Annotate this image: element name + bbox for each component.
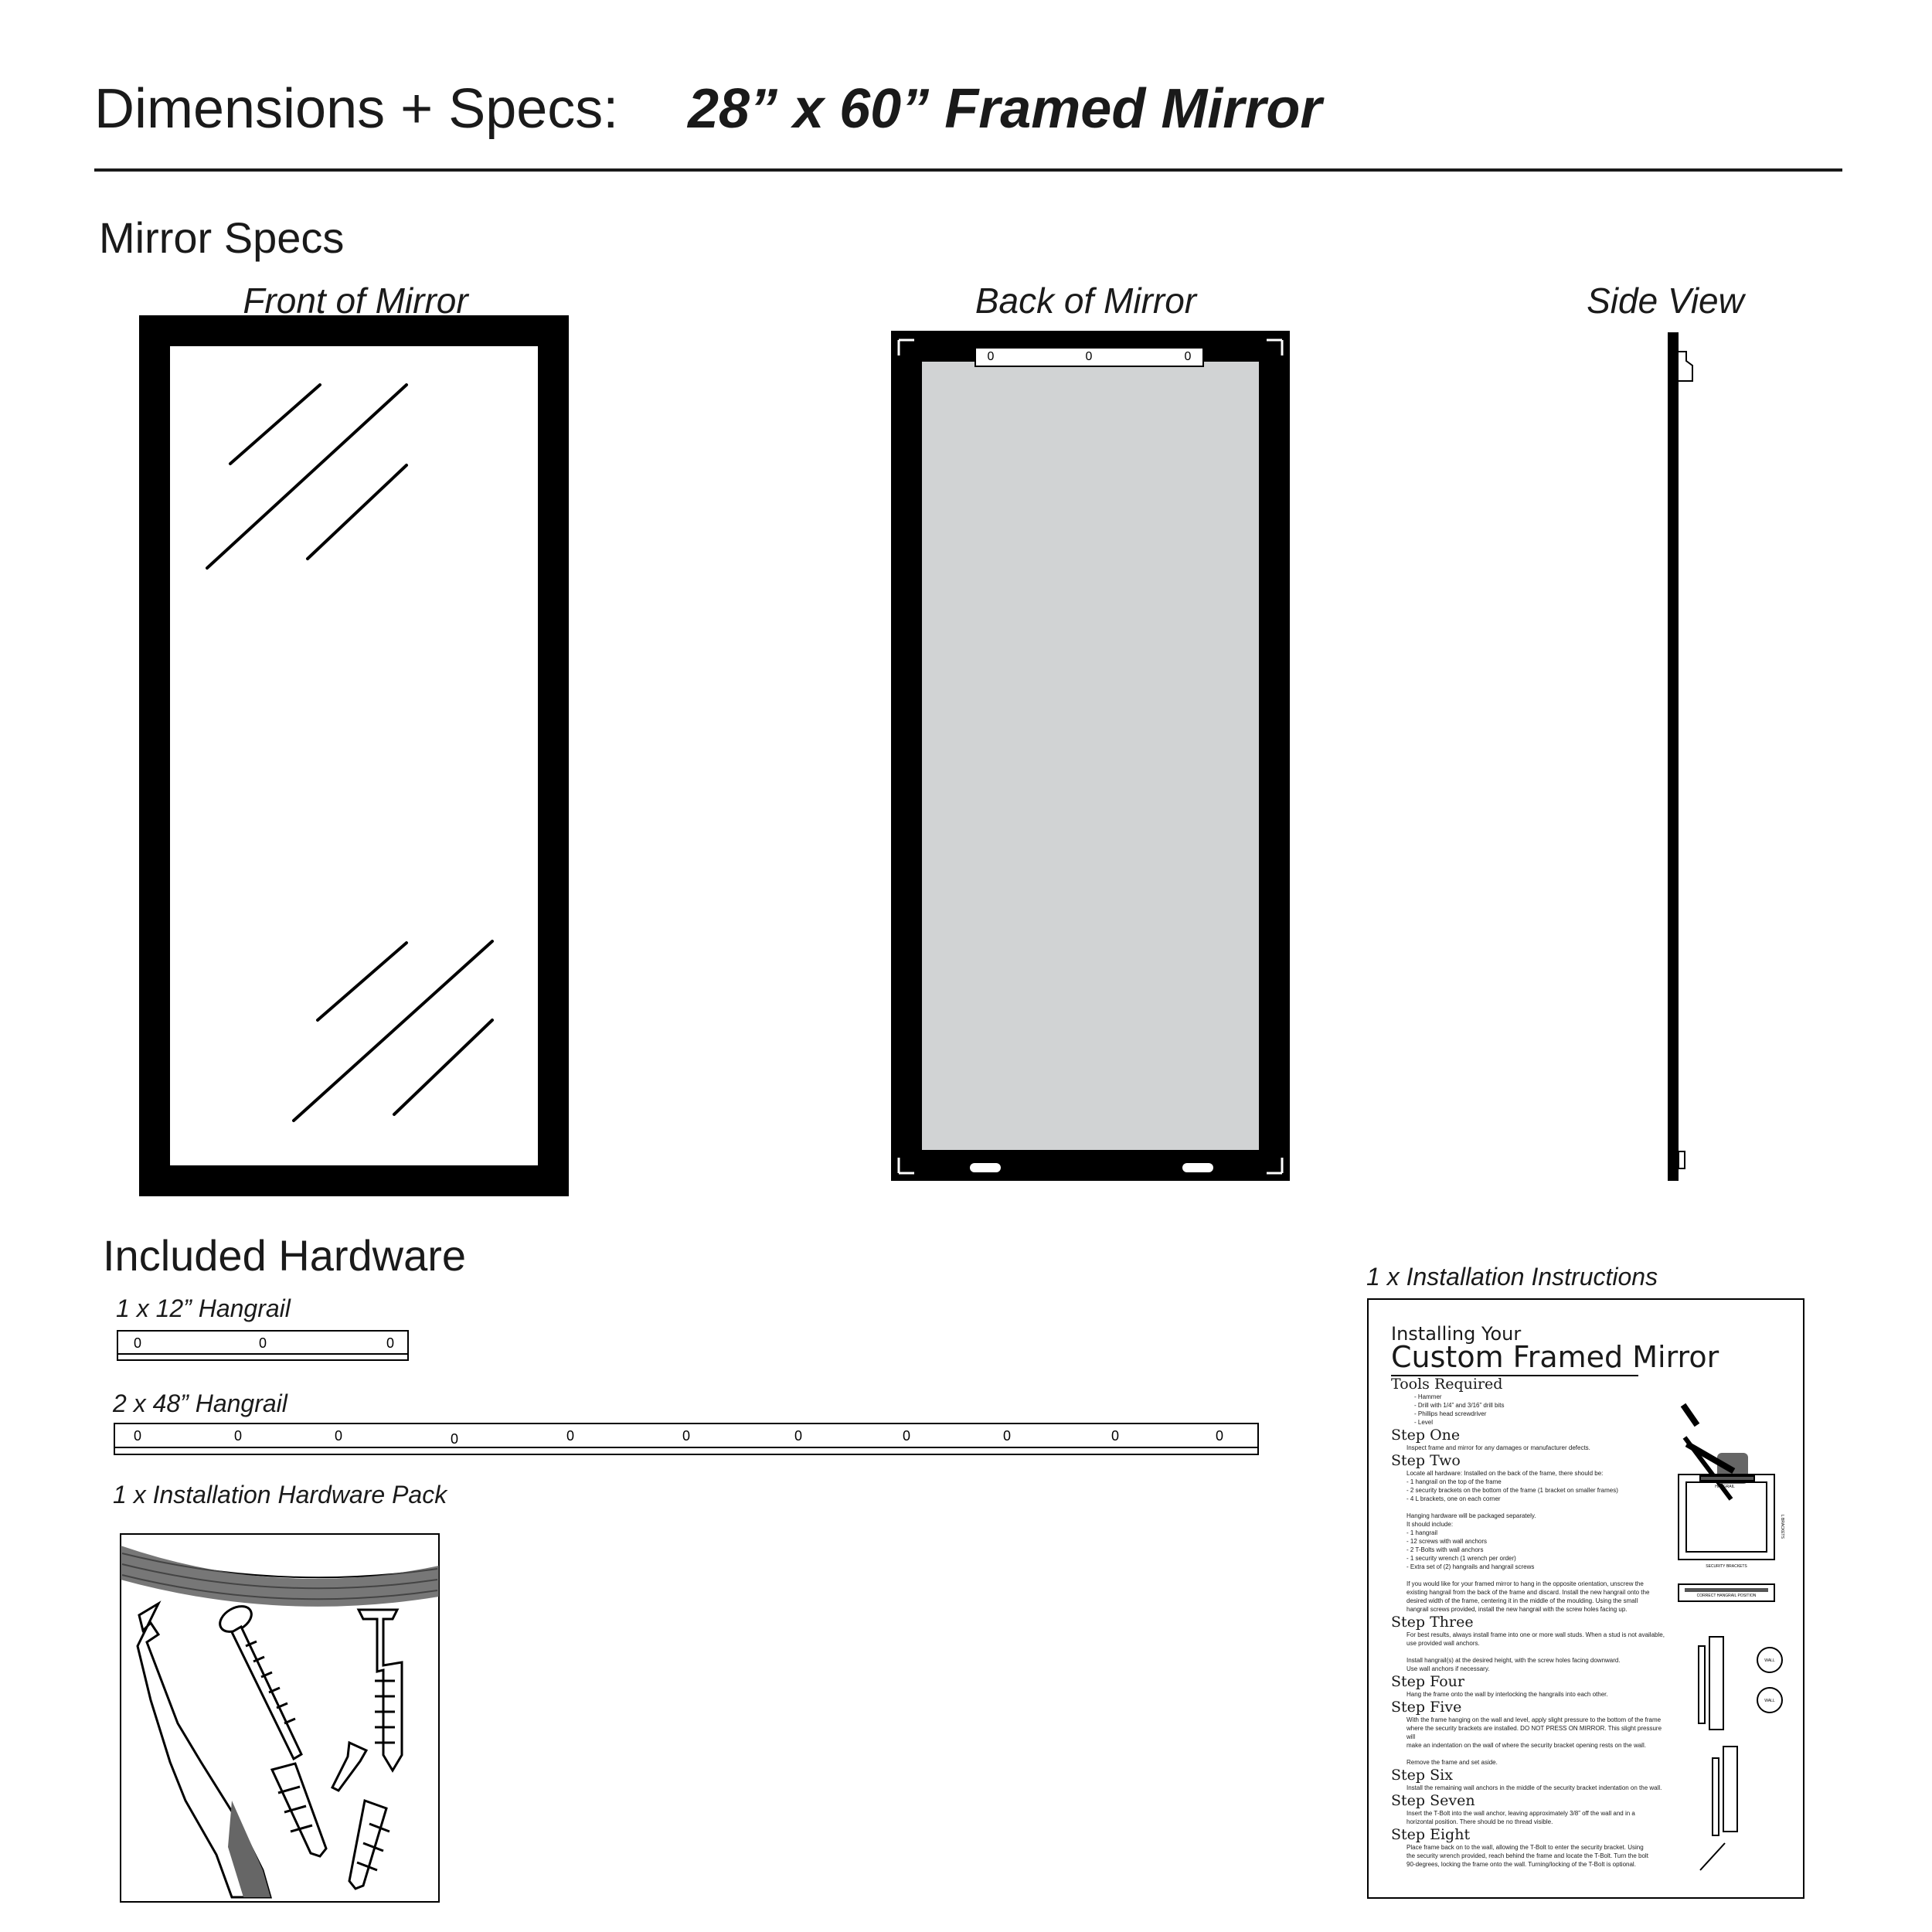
instruction-line [1406, 1503, 1669, 1512]
instruction-line: Hang the frame onto the wall by interlocking the hangrails into each other. [1406, 1691, 1608, 1698]
step4-heading: Step Four [1391, 1673, 1464, 1690]
instruction-line: where the security brackets are installed. DO NOT PRESS ON MIRROR. This slight pressure will [1406, 1725, 1662, 1740]
instruction-line: Remove the frame and set aside. [1406, 1759, 1498, 1766]
instruction-line: With the frame hanging on the wall and level, apply slight pressure to the bottom of the frame [1406, 1716, 1662, 1723]
back-of-mirror-label: Back of Mirror [975, 281, 1197, 321]
step7-text [1391, 1809, 1669, 1826]
instruction-line: Install hangrail(s) at the desired height, with the screw holes facing downward. [1406, 1657, 1621, 1664]
diagram-brackets-label: L BRACKETS [1780, 1515, 1784, 1539]
instruction-line: make an indentation on the wall of where the security bracket opening rests on the wall. [1406, 1742, 1646, 1749]
included-hardware-heading: Included Hardware [103, 1231, 467, 1280]
hangrail-12-label: 1 x 12” Hangrail [116, 1294, 291, 1322]
tools-list [1391, 1393, 1669, 1427]
instruction-line: hangrail screws provided, install the new hangrail with the screw holes facing up. [1406, 1606, 1628, 1613]
instruction-line: horizontal position. There should be no thread visible. [1406, 1818, 1553, 1825]
mirror-specs-heading: Mirror Specs [99, 213, 345, 262]
instructions-title-line1: Installing Your [1391, 1323, 1522, 1345]
instruction-line: Inspect frame and mirror for any damages or manufacturer defects. [1406, 1444, 1590, 1451]
instruction-line: - 1 hangrail on the top of the frame [1406, 1478, 1502, 1485]
svg-text:0: 0 [1184, 350, 1192, 363]
svg-text:0: 0 [334, 1428, 343, 1444]
step5-heading: Step Five [1391, 1699, 1462, 1716]
step3-text [1391, 1631, 1669, 1673]
instruction-line: existing hangrail from the back of the frame and discard. Install the new hangrail onto the [1406, 1589, 1650, 1596]
instruction-line: - Hammer [1414, 1393, 1442, 1400]
instructions-body [1391, 1376, 1669, 1869]
instruction-line: Place frame back on to the wall, allowing the T-Bolt to enter the security bracket. Using [1406, 1844, 1644, 1851]
instruction-line: - Phillips head screwdriver [1414, 1410, 1487, 1417]
instruction-line: use provided wall anchors. [1406, 1640, 1480, 1647]
instruction-line: Use wall anchors if necessary. [1406, 1665, 1490, 1672]
instruction-line [1406, 1750, 1669, 1758]
instruction-line: Insert the T-Bolt into the wall anchor, leaving approximately 3/8” off the wall and in a [1406, 1810, 1635, 1817]
svg-text:0: 0 [902, 1428, 911, 1444]
instruction-line [1406, 1571, 1669, 1580]
front-of-mirror-label: Front of Mirror [243, 281, 468, 321]
svg-text:0: 0 [133, 1335, 142, 1351]
step1-heading: Step One [1391, 1427, 1461, 1444]
instruction-line: desired width of the frame, centering it in the middle of the moulding. Using the small [1406, 1597, 1638, 1604]
instruction-line: 90-degrees, locking the frame onto the wall. Turning/locking of the T-Bolt is optional. [1406, 1861, 1636, 1868]
tools-heading: Tools Required [1391, 1376, 1503, 1393]
svg-text:0: 0 [133, 1428, 142, 1444]
svg-text:0: 0 [794, 1428, 803, 1444]
svg-text:0: 0 [1085, 350, 1093, 363]
svg-text:0: 0 [1111, 1428, 1120, 1444]
instruction-line: For best results, always install frame into one or more wall studs. When a stud is not available, [1406, 1631, 1665, 1638]
step4-text [1391, 1690, 1669, 1699]
instruction-line: - 12 screws with wall anchors [1406, 1538, 1488, 1545]
instruction-line [1406, 1648, 1669, 1656]
step6-heading: Step Six [1391, 1767, 1453, 1784]
instruction-line: - 2 T-Bolts with wall anchors [1406, 1546, 1484, 1553]
diagram-wall-label-a: WALL [1764, 1658, 1775, 1663]
step5-text [1391, 1716, 1669, 1767]
instruction-line: - Level [1414, 1419, 1434, 1426]
diagram-security-brackets-label: SECURITY BRACKETS [1706, 1564, 1747, 1569]
svg-text:0: 0 [233, 1428, 243, 1444]
instructions-title-line2: Custom Framed Mirror [1391, 1340, 1719, 1374]
instruction-line: Install the remaining wall anchors in the middle of the security bracket indentation on the wall. [1406, 1784, 1662, 1791]
instruction-line: - 4 L brackets, one on each corner [1406, 1495, 1501, 1502]
instruction-line: If you would like for your framed mirror to hang in the opposite orientation, unscrew the [1406, 1580, 1644, 1587]
page-title: Dimensions + Specs: [94, 78, 619, 140]
step8-heading: Step Eight [1391, 1826, 1471, 1843]
svg-text:0: 0 [450, 1431, 459, 1447]
svg-text:0: 0 [258, 1335, 267, 1351]
diagram-hangrail-label: HANGRAIL [1715, 1485, 1735, 1489]
instruction-line: Locate all hardware: Installed on the back of the frame, there should be: [1406, 1470, 1604, 1477]
instruction-line: - Extra set of (2) hangrails and hangrail screws [1406, 1563, 1535, 1570]
hangrail-48-label: 2 x 48” Hangrail [113, 1389, 287, 1417]
instruction-line: Hanging hardware will be packaged separately. [1406, 1512, 1536, 1519]
instruction-line: the security wrench provided, reach behind the frame and locate the T-Bolt. Turn the bolt [1406, 1852, 1648, 1859]
product-title: 28” x 60” Framed Mirror [688, 78, 1322, 140]
svg-text:0: 0 [1002, 1428, 1012, 1444]
svg-text:0: 0 [566, 1428, 575, 1444]
diagram-correct-position-label: CORRECT HANGRAIL POSITION [1696, 1594, 1757, 1598]
svg-text:0: 0 [386, 1335, 395, 1351]
step7-heading: Step Seven [1391, 1792, 1475, 1809]
diagram-wall-label-b: WALL [1764, 1699, 1775, 1703]
instruction-line: It should include: [1406, 1521, 1454, 1528]
step2-text [1391, 1469, 1669, 1614]
installation-instructions-label: 1 x Installation Instructions [1366, 1263, 1658, 1291]
instruction-line: - 2 security brackets on the bottom of the frame (1 bracket on smaller frames) [1406, 1487, 1618, 1494]
svg-text:0: 0 [987, 350, 995, 363]
step1-text [1391, 1444, 1669, 1452]
instruction-line: - Drill with 1/4” and 3/16” drill bits [1414, 1402, 1505, 1409]
step2-heading: Step Two [1391, 1452, 1461, 1469]
instruction-line: - 1 hangrail [1406, 1529, 1438, 1536]
side-view-label: Side View [1587, 281, 1744, 321]
svg-text:0: 0 [1215, 1428, 1224, 1444]
svg-text:0: 0 [682, 1428, 691, 1444]
step3-heading: Step Three [1391, 1614, 1474, 1631]
step6-text [1391, 1784, 1669, 1792]
step8-text [1391, 1843, 1669, 1869]
hardware-pack-label: 1 x Installation Hardware Pack [113, 1481, 447, 1509]
instruction-line: - 1 security wrench (1 wrench per order) [1406, 1555, 1516, 1562]
